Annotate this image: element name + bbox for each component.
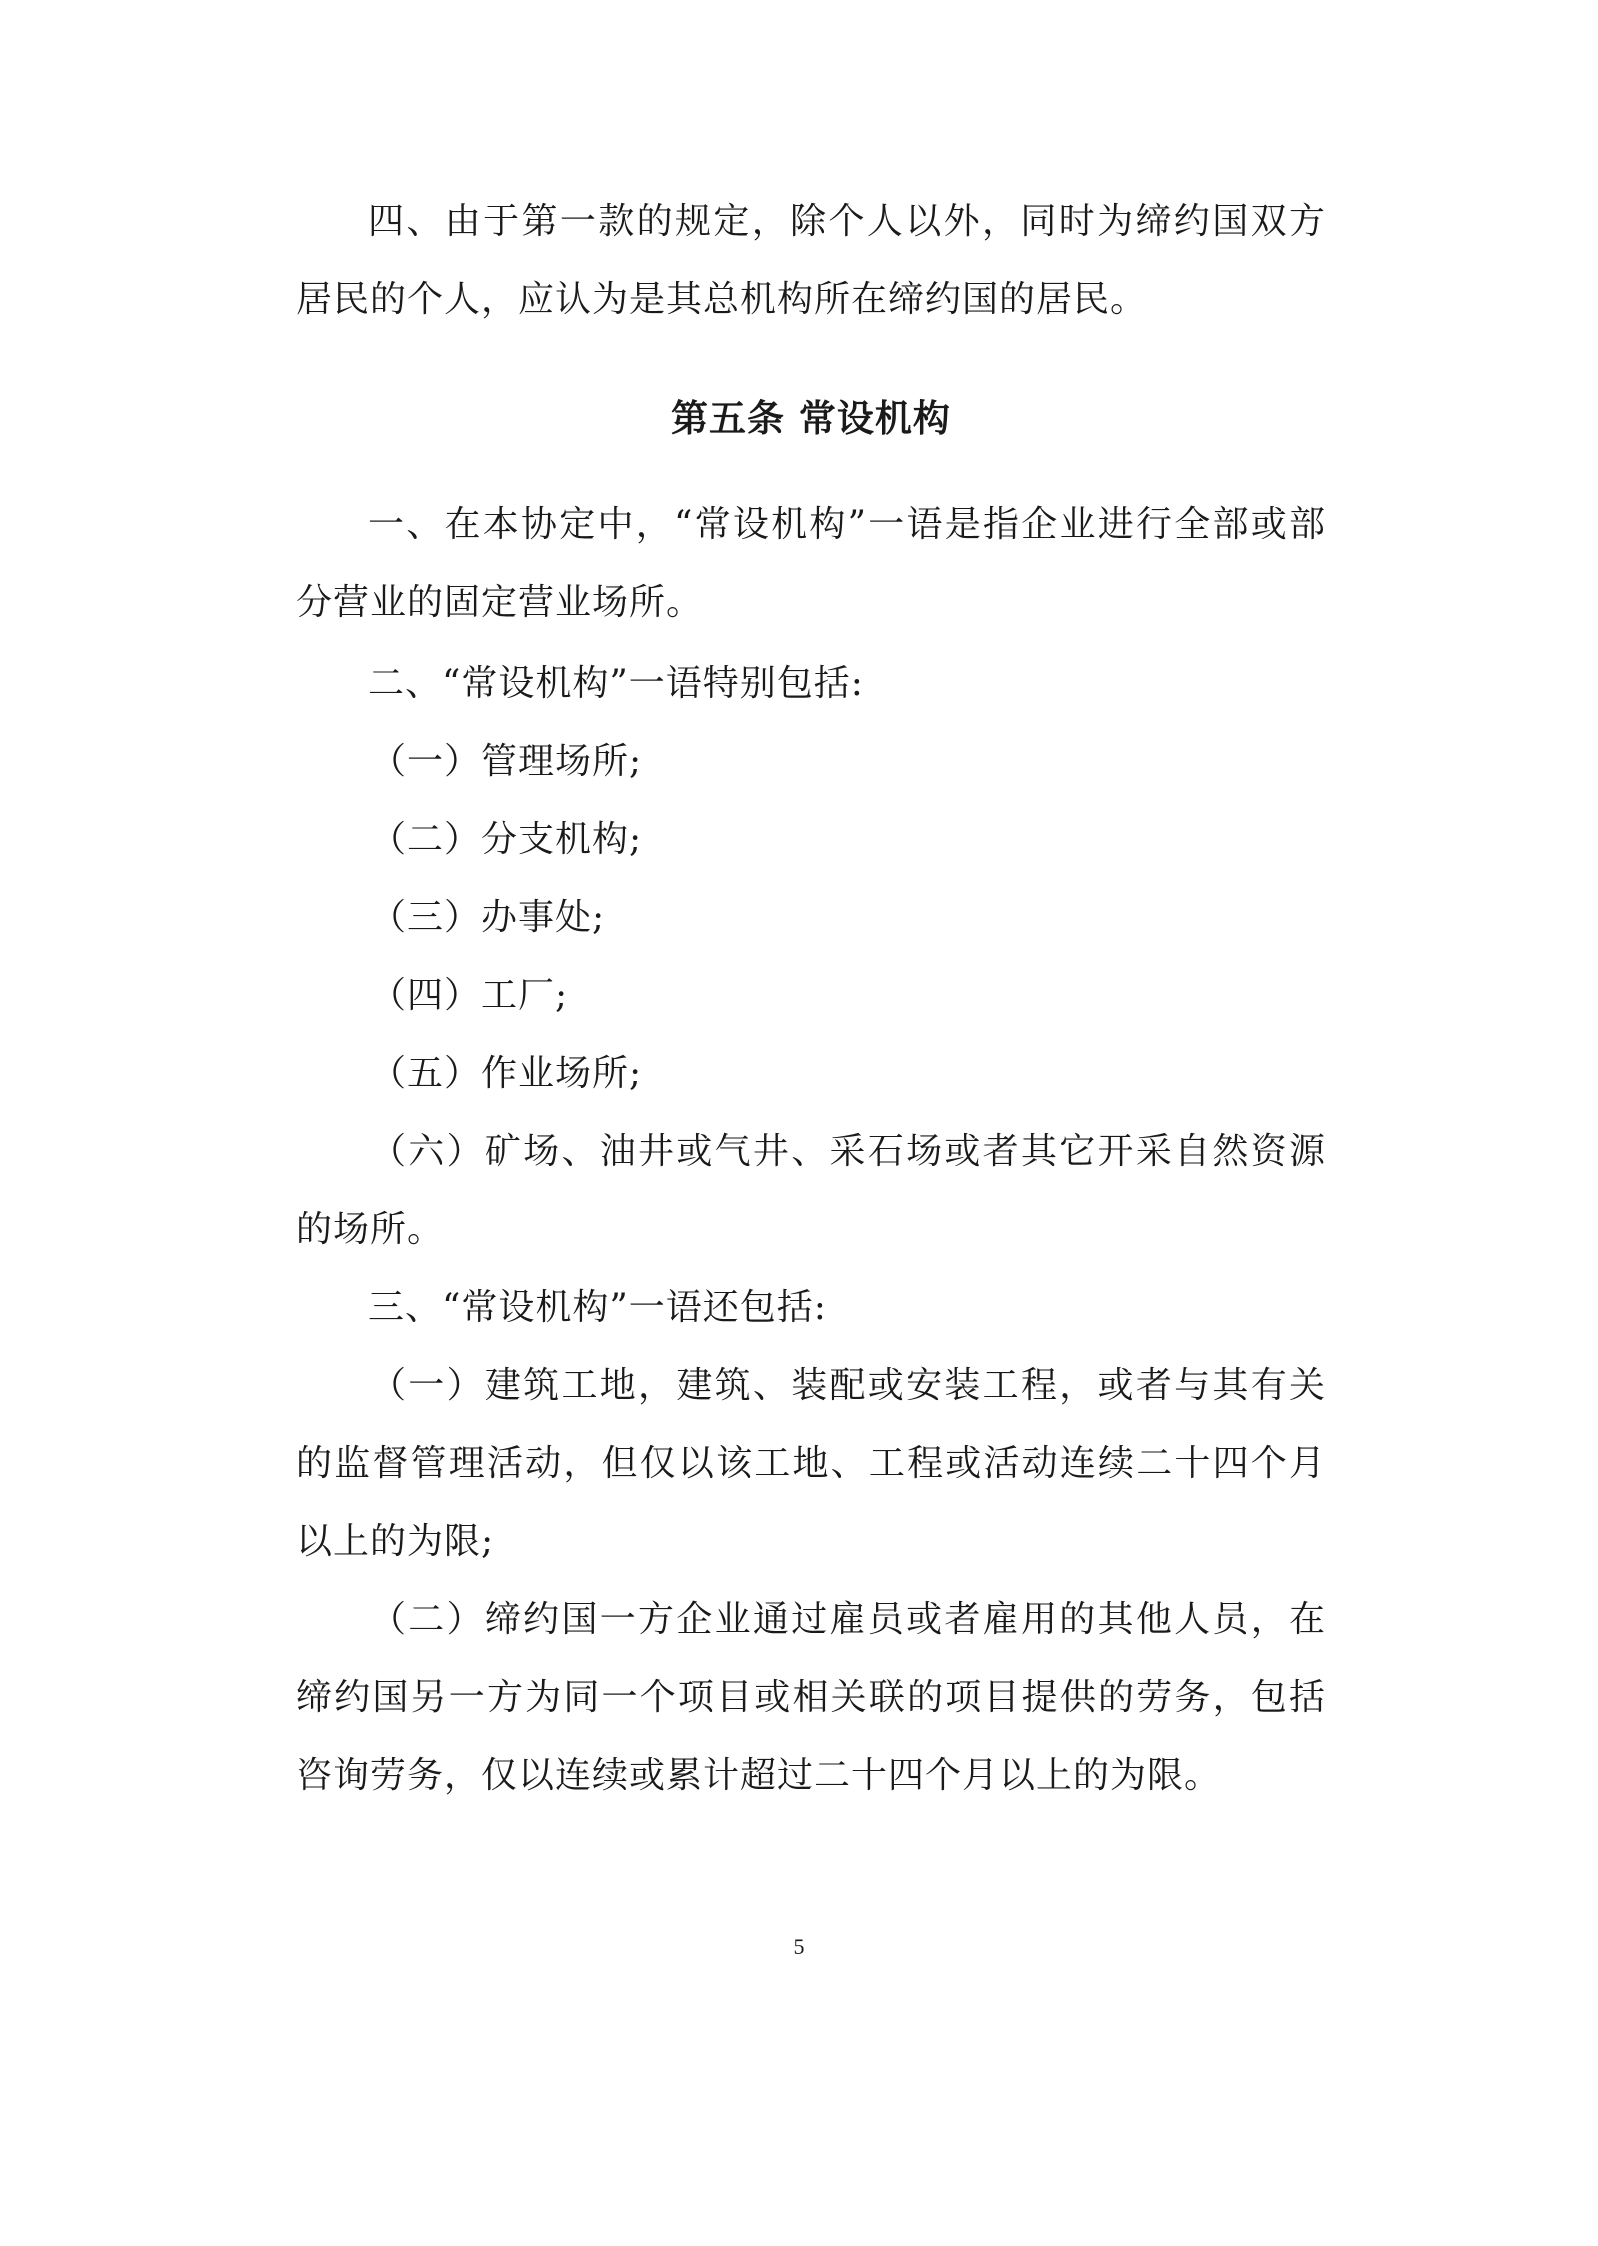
list-item-construction-site: （一）建筑工地，建筑、装配或安装工程，或者与其有关的监督管理活动，但仅以该工地、工程或活动连续二十四个月以上的为限; [296,1365,1326,1562]
list-item-mine: （六）矿场、油井或气井、采石场或者其它开采自然资源的场所。 [296,1131,1326,1250]
paragraph-article5-clause3: 三、“常设机构”一语还包括: [368,1287,827,1328]
list-item-office: （三）办事处; [370,897,606,938]
list-item-factory: （四）工厂; [370,975,569,1016]
list-item-workshop: （五）作业场所; [370,1053,643,1094]
paragraph-article4-clause4: 四、由于第一款的规定，除个人以外，同时为缔约国双方居民的个人，应认为是其总机构所在缔约国的居民。 [296,201,1326,320]
list-item-management-place: （一）管理场所; [370,741,643,782]
paragraph-article5-clause2: 二、“常设机构”一语特别包括: [368,663,864,704]
list-item-services: （二）缔约国一方企业通过雇员或者雇用的其他人员，在缔约国另一方为同一个项目或相关联的项目提供的劳务，包括咨询劳务，仅以连续或累计超过二十四个月以上的为限。 [296,1599,1326,1796]
paragraph-article5-clause1: 一、在本协定中，“常设机构”一语是指企业进行全部或部分营业的固定营业场所。 [296,504,1326,623]
article-heading: 第五条 常设机构 [671,397,951,440]
list-item-branch: （二）分支机构; [370,819,643,860]
page-number: 5 [793,1934,805,1959]
